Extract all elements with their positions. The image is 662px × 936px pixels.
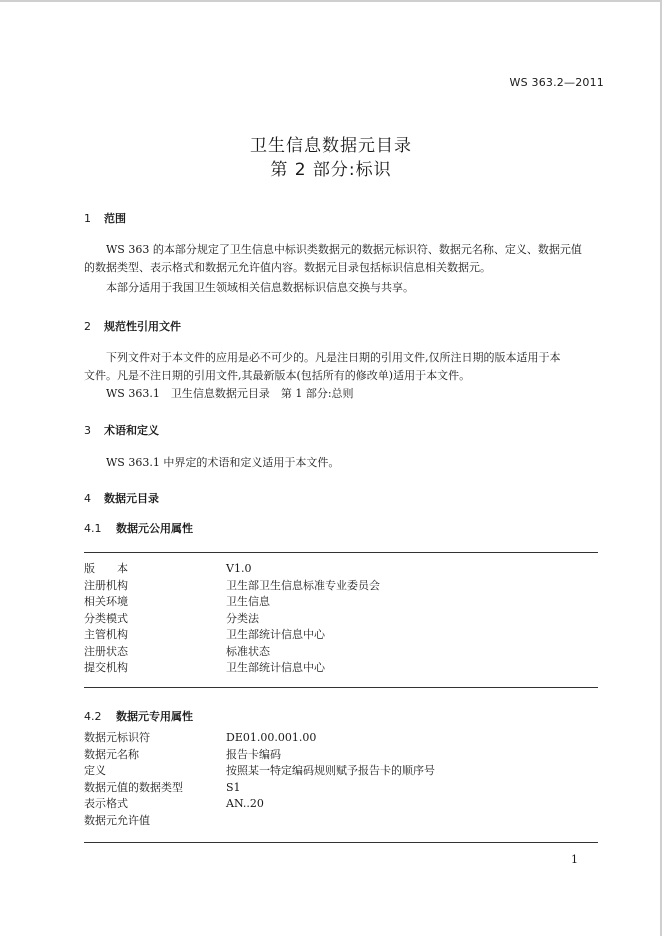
document-subtitle: 第 2 部分:标识 (270, 160, 392, 180)
attribute-value: S1 (226, 780, 241, 794)
section-2-heading (84, 318, 181, 334)
page-number: 1 (571, 853, 578, 866)
text-line: WS 363.1 卫生信息数据元目录 第 1 部分:总则 (106, 387, 354, 400)
attribute-name: 数据元允许值 (84, 813, 150, 827)
section-title: 范围 (104, 212, 126, 225)
table-row (84, 660, 598, 677)
table-row (84, 747, 598, 764)
subsection-4-2-heading (84, 708, 193, 724)
table-row (84, 594, 598, 611)
attribute-name: 版 本 (84, 562, 128, 575)
attribute-name: 表示格式 (84, 797, 128, 810)
attribute-value: 报告卡编码 (226, 747, 281, 761)
document-title: 卫生信息数据元目录 (250, 136, 412, 156)
table-bottom-rule (84, 687, 598, 688)
attribute-value: 卫生部卫生信息标准专业委员会 (226, 578, 380, 592)
attribute-value: 标准状态 (226, 644, 270, 658)
attribute-value: 卫生部统计信息中心 (226, 628, 325, 641)
attribute-value: AN..20 (226, 797, 264, 810)
attribute-name: 数据元标识符 (84, 731, 150, 744)
attribute-name: 提交机构 (84, 661, 128, 674)
subsection-title: 数据元专用属性 (116, 710, 193, 723)
attribute-name: 相关环境 (84, 595, 128, 608)
table-top-rule (84, 552, 598, 553)
attribute-name: 注册机构 (84, 578, 128, 592)
text-line: 的数据类型、表示格式和数据元允许值内容。数据元目录包括标识信息相关数据元。 (84, 261, 491, 274)
section-3-paragraph-1 (84, 454, 598, 472)
section-2-paragraph-1 (84, 349, 598, 385)
attribute-value: 分类法 (226, 611, 259, 625)
section-title: 规范性引用文件 (104, 320, 181, 333)
attribute-name: 数据元名称 (84, 747, 139, 761)
attribute-value: DE01.00.001.00 (226, 731, 317, 744)
table-row (84, 796, 598, 813)
text-line: WS 363 的本部分规定了卫生信息中标识类数据元的数据元标识符、数据元名称、定义、数据元值 (106, 243, 582, 256)
table-row (84, 561, 598, 578)
subsection-number: 4.1 (84, 522, 102, 535)
table-row (84, 813, 598, 830)
attribute-value: 卫生部统计信息中心 (226, 661, 325, 674)
text-line: 文件。凡是不注日期的引用文件,其最新版本(包括所有的修改单)适用于本文件。 (84, 369, 471, 382)
attribute-name: 主管机构 (84, 628, 128, 641)
subsection-4-1-heading (84, 520, 193, 536)
table-row (84, 763, 598, 780)
section-number: 4 (84, 492, 91, 505)
subsection-title: 数据元公用属性 (116, 522, 193, 535)
table-row (84, 627, 598, 644)
table-row (84, 780, 598, 797)
table-row (84, 730, 598, 747)
section-number: 3 (84, 424, 91, 437)
attribute-value: V1.0 (226, 562, 252, 575)
table-row (84, 578, 598, 595)
text-line: 本部分适用于我国卫生领域相关信息数据标识信息交换与共享。 (106, 281, 414, 294)
normative-reference (84, 385, 598, 403)
common-attributes-table (84, 561, 598, 677)
section-number: 1 (84, 212, 91, 225)
attribute-name: 注册状态 (84, 644, 128, 658)
section-3-heading (84, 422, 159, 438)
standard-code: WS 363.2—2011 (509, 76, 604, 89)
section-1-paragraph-1 (84, 241, 598, 277)
specific-attributes-table (84, 730, 598, 829)
text-line: 下列文件对于本文件的应用是必不可少的。凡是注日期的引用文件,仅所注日期的版本适用于本 (106, 351, 561, 364)
section-title: 术语和定义 (104, 424, 159, 437)
section-number: 2 (84, 320, 91, 333)
scan-edge-top (0, 0, 662, 2)
attribute-name: 分类模式 (84, 611, 128, 625)
subsection-number: 4.2 (84, 710, 102, 723)
section-1-paragraph-2 (84, 279, 598, 297)
table-bottom-rule (84, 842, 598, 843)
attribute-value: 卫生信息 (226, 595, 270, 608)
attribute-name: 数据元值的数据类型 (84, 780, 183, 794)
section-4-heading (84, 490, 159, 506)
table-row (84, 611, 598, 628)
section-title: 数据元目录 (104, 492, 159, 505)
attribute-value: 按照某一特定编码规则赋予报告卡的顺序号 (226, 764, 435, 777)
text-line: WS 363.1 中界定的术语和定义适用于本文件。 (106, 456, 340, 469)
attribute-name: 定义 (84, 764, 106, 777)
section-1-heading (84, 210, 126, 226)
table-row (84, 644, 598, 661)
